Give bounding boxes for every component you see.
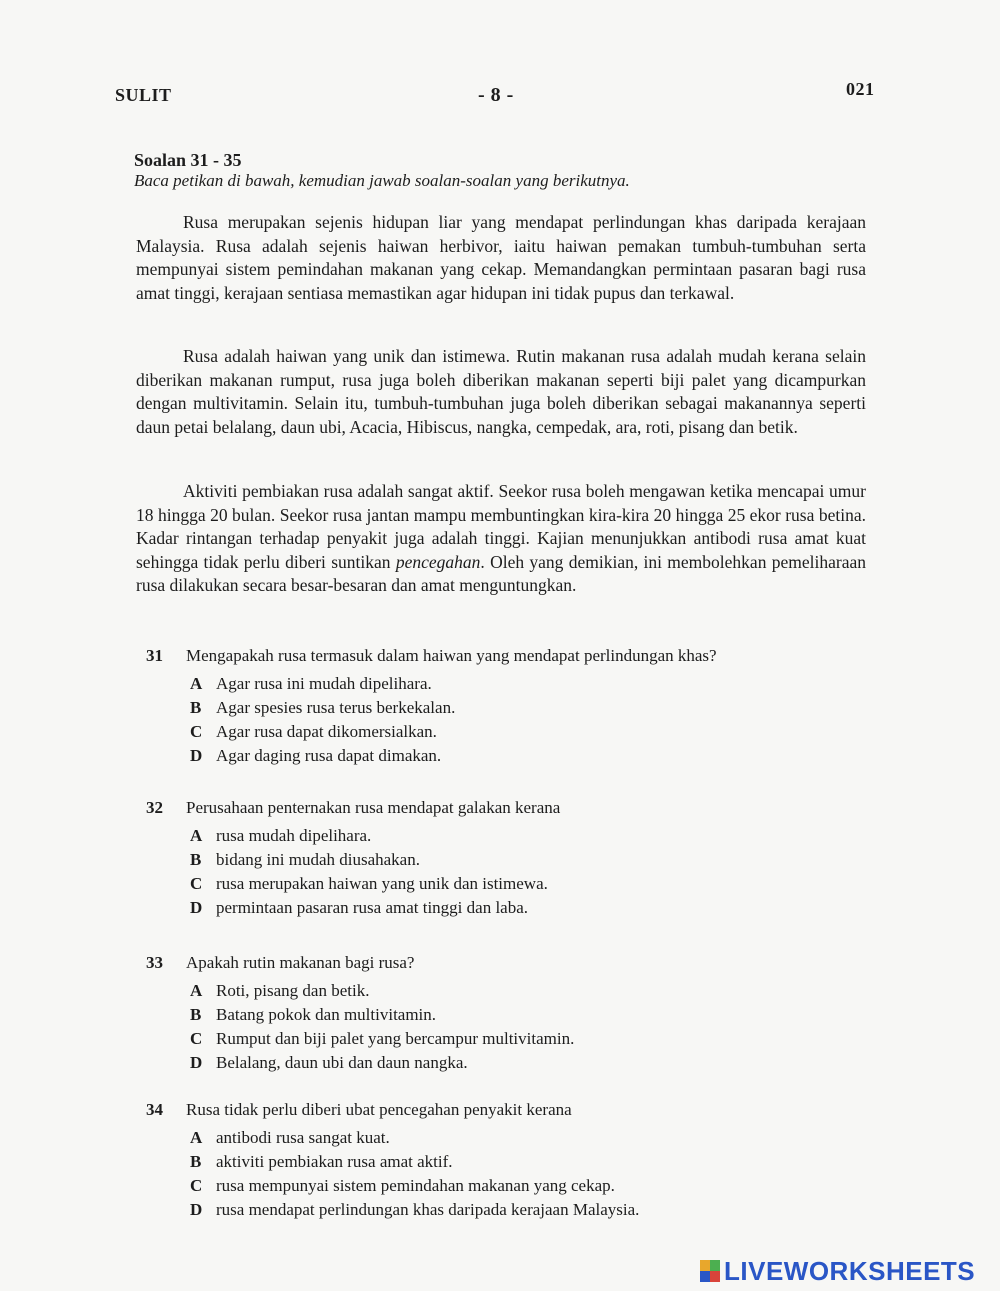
question-31 <box>146 646 846 768</box>
watermark-text: LIVEWORKSHEETS <box>724 1255 976 1286</box>
option-letter: C <box>190 1176 203 1195</box>
option-c[interactable] <box>190 872 846 896</box>
question-number: 34 <box>146 1100 163 1119</box>
option-letter: A <box>190 674 203 693</box>
option-letter: A <box>190 1128 203 1147</box>
option-c[interactable] <box>190 1174 846 1198</box>
question-stem: Rusa tidak perlu diberi ubat pencegahan penyakit kerana <box>186 1100 572 1119</box>
option-text: antibodi rusa sangat kuat. <box>216 1128 390 1147</box>
passage-text <box>136 480 866 598</box>
option-letter: D <box>190 898 203 917</box>
option-text: rusa mempunyai sistem pemindahan makanan yang cekap. <box>216 1176 615 1195</box>
logo-square <box>710 1271 720 1282</box>
option-text: rusa mendapat perlindungan khas daripada kerajaan Malaysia. <box>216 1200 640 1219</box>
liveworksheets-watermark <box>700 1256 975 1286</box>
liveworksheets-logo-icon <box>700 1260 720 1282</box>
option-a[interactable] <box>190 979 846 1003</box>
option-letter: B <box>190 850 202 869</box>
passage-text-part: . Oleh yang demikian, ini membolehkan pemeliharaan rusa dilakukan secara besar-besaran dan amat menguntungkan. <box>136 551 866 595</box>
option-text: Rumput dan biji palet yang bercampur multivitamin. <box>216 1029 575 1048</box>
option-a[interactable] <box>190 672 846 696</box>
option-text: bidang ini mudah diusahakan. <box>216 850 420 869</box>
logo-square <box>710 1260 720 1271</box>
question-32 <box>146 798 846 920</box>
option-letter: A <box>190 826 203 845</box>
question-stem: Perusahaan penternakan rusa mendapat galakan kerana <box>186 798 561 817</box>
passage-paragraph-3 <box>136 480 866 598</box>
header-classification: SULIT <box>115 85 172 105</box>
option-letter: C <box>190 874 203 893</box>
option-text: Agar rusa dapat dikomersialkan. <box>216 722 437 741</box>
option-letter: C <box>190 722 203 741</box>
section-instruction: Baca petikan di bawah, kemudian jawab soalan-soalan yang berikutnya. <box>134 171 630 190</box>
option-text: permintaan pasaran rusa amat tinggi dan laba. <box>216 898 529 917</box>
option-text: rusa merupakan haiwan yang unik dan istimewa. <box>216 874 548 893</box>
question-stem: Mengapakah rusa termasuk dalam haiwan yang mendapat perlindungan khas? <box>186 646 717 665</box>
logo-square <box>700 1271 710 1282</box>
option-letter: B <box>190 1152 202 1171</box>
option-letter: C <box>190 1029 203 1048</box>
passage-italic-word: pencegahan <box>395 551 481 572</box>
section-title: Soalan 31 - 35 <box>134 150 242 170</box>
passage-text: Rusa merupakan sejenis hidupan liar yang mendapat perlindungan khas daripada kerajaan Malaysia. Rusa adalah sejenis haiwan herbivor, iaitu haiwan pemakan tumbuh-tumbuhan serta mempunyai sistem pemindahan makanan yang cekap. Memandangkan permintaan pasaran bagi rusa amat tinggi, kerajaan sentiasa memastikan agar hidupan ini tidak pupus dan terkawal. <box>136 212 866 303</box>
option-letter: D <box>190 1200 203 1219</box>
option-text: Agar rusa ini mudah dipelihara. <box>216 674 432 693</box>
question-stem: Apakah rutin makanan bagi rusa? <box>186 953 415 972</box>
question-number: 31 <box>146 646 163 665</box>
option-c[interactable] <box>190 1027 846 1051</box>
passage-paragraph-1 <box>136 211 866 305</box>
question-34 <box>146 1100 846 1222</box>
option-b[interactable] <box>190 696 846 720</box>
option-letter: D <box>190 746 203 765</box>
option-text: Agar spesies rusa terus berkekalan. <box>216 698 456 717</box>
option-text: Belalang, daun ubi dan daun nangka. <box>216 1053 468 1072</box>
option-b[interactable] <box>190 848 846 872</box>
option-text: Agar daging rusa dapat dimakan. <box>216 746 442 765</box>
option-c[interactable] <box>190 720 846 744</box>
option-letter: B <box>190 698 202 717</box>
passage-paragraph-2 <box>136 345 866 439</box>
option-text: rusa mudah dipelihara. <box>216 826 372 845</box>
option-b[interactable] <box>190 1003 846 1027</box>
page-number: - 8 - <box>478 84 514 106</box>
option-text: Roti, pisang dan betik. <box>216 981 370 1000</box>
option-text: Batang pokok dan multivitamin. <box>216 1005 437 1024</box>
question-33 <box>146 953 846 1075</box>
option-letter: A <box>190 981 203 1000</box>
passage-text: Rusa adalah haiwan yang unik dan istimewa. Rutin makanan rusa adalah mudah kerana selain diberikan makanan rumput, rusa juga boleh diberikan makanan seperti biji palet yang dicampurkan dengan multivitamin. Selain itu, tumbuh-tumbuhan juga boleh diberikan sebagai makanannya seperti daun petai belalang, daun ubi, Acacia, Hibiscus, nangka, cempedak, ara, roti, pisang dan betik. <box>136 346 866 437</box>
option-d[interactable] <box>190 744 846 768</box>
option-text: aktiviti pembiakan rusa amat aktif. <box>216 1152 453 1171</box>
option-d[interactable] <box>190 896 846 920</box>
option-letter: B <box>190 1005 202 1024</box>
paper-code: 021 <box>846 79 875 99</box>
option-b[interactable] <box>190 1150 846 1174</box>
option-a[interactable] <box>190 1126 846 1150</box>
option-d[interactable] <box>190 1051 846 1075</box>
option-a[interactable] <box>190 824 846 848</box>
option-letter: D <box>190 1053 203 1072</box>
passage-text-part: Aktiviti pembiakan rusa adalah sangat aktif. Seekor rusa boleh mengawan ketika mencapai umur 18 hingga 20 bulan. Seekor rusa jantan mampu membuntingkan kira-kira 20 hingga 25 ekor rusa betina. Kadar rintangan terhadap penyakit juga adalah tinggi. Kajian menunjukkan antibodi rusa amat kuat sehingga tidak perlu diberi suntikan <box>136 481 866 572</box>
question-number: 32 <box>146 798 163 817</box>
logo-square <box>700 1260 710 1271</box>
question-number: 33 <box>146 953 163 972</box>
option-d[interactable] <box>190 1198 846 1222</box>
